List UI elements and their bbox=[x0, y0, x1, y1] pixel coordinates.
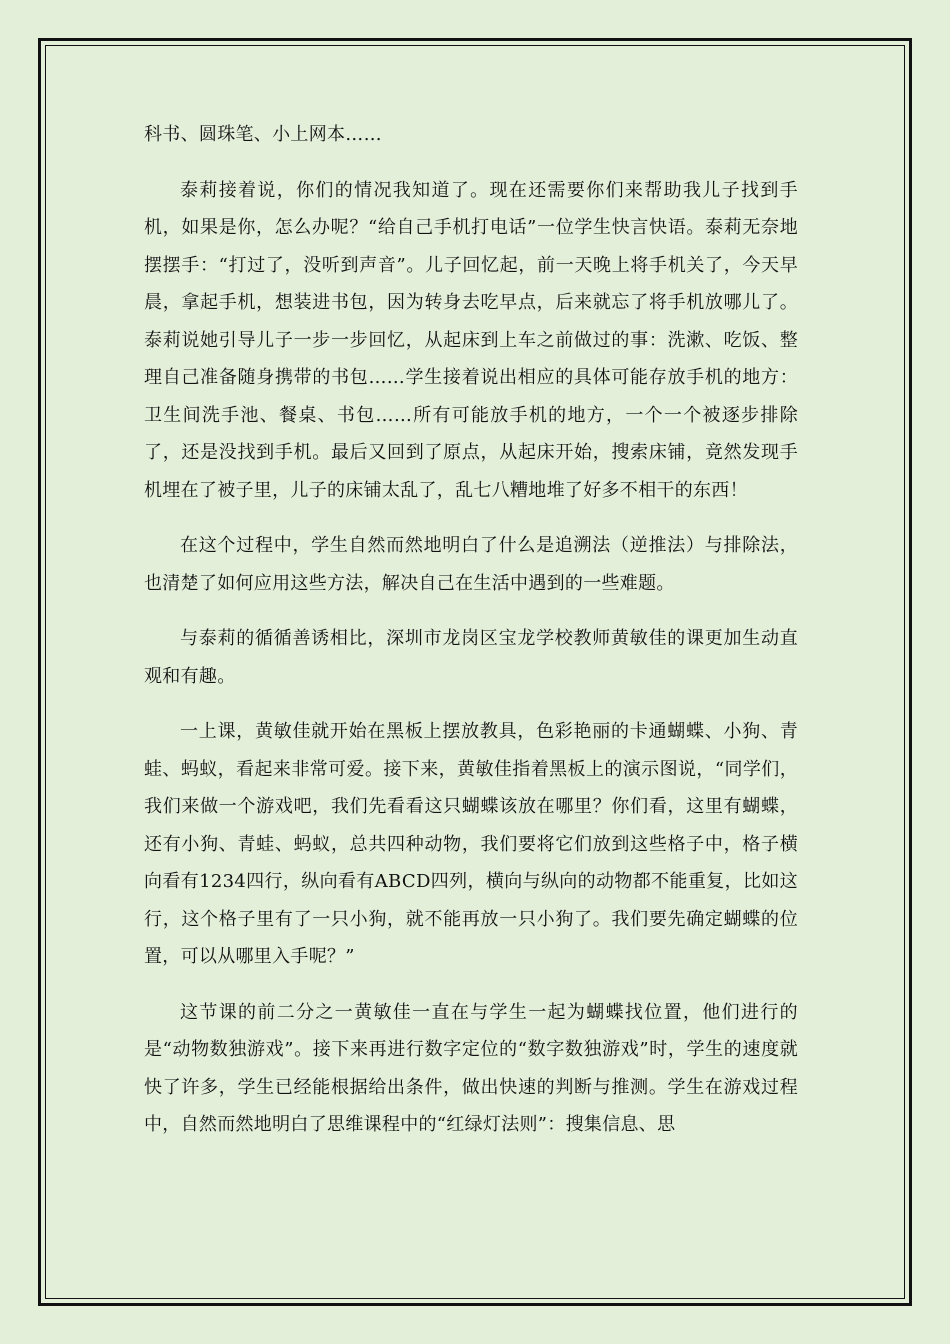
document-body bbox=[144, 116, 798, 1162]
paragraph-5: 一上课，黄敏佳就开始在黑板上摆放教具，色彩艳丽的卡通蝴蝶、小狗、青蛙、蚂蚁，看起来非常可爱。接下来，黄敏佳指着黑板上的演示图说，“同学们，我们来做一个游戏吧，我们先看看这只蝴蝶该放在哪里？你们看，这里有蝴蝶，还有小狗、青蛙、蚂蚁，总共四种动物，我们要将它们放到这些格子中，格子横向看有1234四行，纵向看有ABCD四列，横向与纵向的动物都不能重复，比如这行，这个格子里有了一只小狗，就不能再放一只小狗了。我们要先确定蝴蝶的位置，可以从哪里入手呢？” bbox=[144, 721, 798, 967]
paragraph-1: 科书、圆珠笔、小上网本…… bbox=[144, 124, 382, 145]
paragraph-3: 在这个过程中，学生自然而然地明白了什么是追溯法（逆推法）与排除法，也清楚了如何应用这些方法，解决自己在生活中遇到的一些难题。 bbox=[144, 535, 798, 594]
paragraph-4: 与泰莉的循循善诱相比，深圳市龙岗区宝龙学校教师黄敏佳的课更加生动直观和有趣。 bbox=[144, 628, 798, 687]
paragraph-2: 泰莉接着说，你们的情况我知道了。现在还需要你们来帮助我儿子找到手机，如果是你，怎么办呢？“给自己手机打电话”一位学生快言快语。泰莉无奈地摆摆手：“打过了，没听到声音”。儿子回忆起，前一天晚上将手机关了，今天早晨，拿起手机，想装进书包，因为转身去吃早点，后来就忘了将手机放哪儿了。泰莉说她引导儿子一步一步回忆，从起床到上车之前做过的事：洗漱、吃饭、整理自己准备随身携带的书包……学生接着说出相应的具体可能存放手机的地方：卫生间洗手池、餐桌、书包……所有可能放手机的地方，一个一个被逐步排除了，还是没找到手机。最后又回到了原点，从起床开始，搜索床铺，竟然发现手机埋在了被子里，儿子的床铺太乱了，乱七八糟地堆了好多不相干的东西！ bbox=[144, 179, 798, 501]
paragraph-6: 这节课的前二分之一黄敏佳一直在与学生一起为蝴蝶找位置，他们进行的是“动物数独游戏”。接下来再进行数字定位的“数字数独游戏”时，学生的速度就快了许多，学生已经能根据给出条件，做出快速的判断与推测。学生在游戏过程中，自然而然地明白了思维课程中的“红绿灯法则”：搜集信息、思 bbox=[144, 1001, 798, 1135]
